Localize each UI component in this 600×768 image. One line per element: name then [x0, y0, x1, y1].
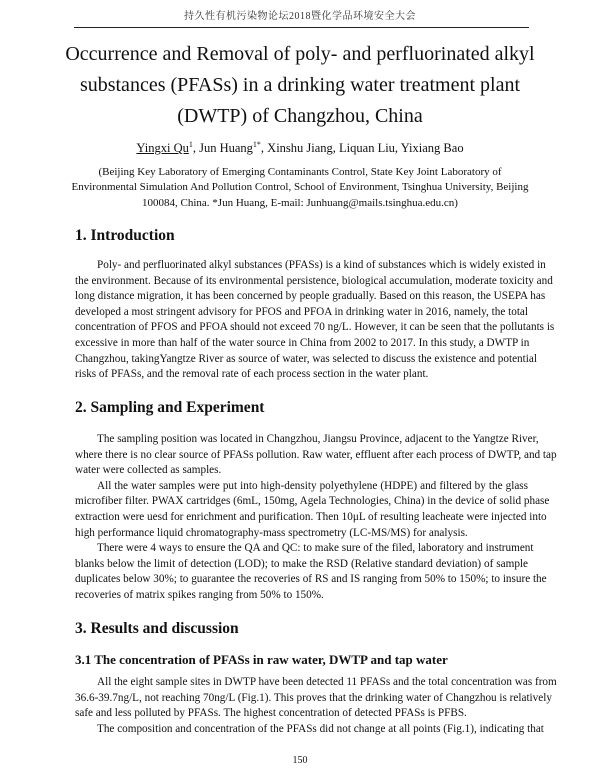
section-heading-results: 3. Results and discussion [75, 620, 239, 637]
author-rest: , Xinshu Jiang, Liquan Liu, Yixiang Bao [260, 141, 464, 155]
paragraph-line: excessive in more than half of the water source in China from 2002 to 2017. In this study, a DWTP in [75, 336, 530, 349]
section-heading-introduction: 1. Introduction [75, 227, 175, 244]
paragraph-line: microfiber filter. PWAX cartridges (6mL, 150mg, Agela Technologies, China) in the device of solid phase [75, 495, 550, 508]
affiliation-line: Environmental Simulation And Pollution Control, School of Environment, Tsinghua University, Beijing [71, 181, 529, 194]
paragraph-line: extraction were uesd for enrichment and purification. Then 10μL of resulting leacheate were injected into [75, 510, 547, 523]
affiliation [20, 165, 580, 211]
paragraph-line: There were 4 ways to ensure the QA and QC: to make sure of the filed, laboratory and instrument [97, 542, 534, 555]
intro-paragraph [75, 258, 555, 383]
paragraph-line: safe and less polluted by PFASs. The highest concentration of detected PFASs is PFBS. [75, 707, 467, 720]
paragraph-line: duplicates below 30%; to guarantee the recoveries of RS and IS ranging from 50% to 150%; to insure the [75, 573, 547, 586]
paper-title [10, 39, 590, 132]
affiliation-line: 100084, China. *Jun Huang, E-mail: Junhuang@mails.tsinghua.edu.cn) [142, 196, 458, 209]
paragraph-line: developed a most stringent advisory for PFOS and PFOA in drinking water in 2016, namely, the total [75, 305, 528, 318]
paragraph-line: All the water samples were put into high-density polyethylene (HDPE) and filtered by the glass [97, 479, 528, 492]
title-line: substances (PFASs) in a drinking water treatment plant [79, 74, 521, 96]
paragraph-line: recoveries of matrix spikes ranging from 50% to 150%. [75, 588, 324, 601]
results-paragraphs [75, 675, 557, 737]
subsection-heading: 3.1 The concentration of PFASs in raw water, DWTP and tap water [75, 652, 448, 667]
paragraph-line: Poly- and perfluorinated alkyl substances (PFASs) is a kind of substances which is widely existed in [97, 259, 546, 271]
page-number: 150 [292, 755, 308, 766]
paragraph-line: the environment. Because of its environmental persistence, biological accumulation, moderate toxicity and [75, 274, 553, 287]
paragraph-line: The composition and concentration of the PFASs did not change at all points (Fig.1), indicating that [97, 722, 544, 735]
paragraph-line: All the eight sample sites in DWTP have been detected 11 PFASs and the total concentration was from [97, 676, 557, 688]
author-first-sup: 1 [188, 139, 193, 149]
author-first: Yingxi Qu [136, 141, 189, 155]
header-rule [74, 27, 529, 28]
paragraph-line: 36.6-39.7ng/L, not reaching 70ng/L (Fig.1). This proves that the drinking water of Changzhou is relatively [75, 691, 552, 704]
paragraph-line: where there is no clear source of PFASs pollution. Raw water, effluent after each process of DWTP, and tap [75, 448, 557, 461]
paragraph-line: long distance migration, it has been concerned by people gradually. Based on this reason, the USEPA has [75, 290, 546, 303]
paragraph-line: water were collected as samples. [75, 464, 222, 477]
paragraph-line: high performance liquid chromatography-mass spectrometry (LC-MS/MS) for analysis. [75, 526, 468, 539]
affiliation-line: (Beijing Key Laboratory of Emerging Contaminants Control, State Key Joint Laboratory of [98, 166, 502, 178]
paragraph-line: concentration of PFOS and PFOA should not exceed 70 ng/L. However, it can be seen that the pollutants is [75, 321, 555, 334]
paragraph-line: The sampling position was located in Changzhou, Jiangsu Province, adjacent to the Yangtze River, [97, 433, 539, 445]
author-list [20, 139, 580, 157]
author-second: , Jun Huang [192, 141, 253, 155]
author-second-sup: 1* [252, 139, 261, 149]
title-line: Occurrence and Removal of poly- and perfluorinated alkyl [65, 43, 535, 65]
title-line: (DWTP) of Changzhou, China [177, 105, 423, 127]
section-heading-sampling: 2. Sampling and Experiment [75, 399, 265, 416]
paragraph-line: blanks below the limit of detection (LOD); to make the RSD (Relative standard deviation) of sample [75, 557, 528, 570]
sampling-paragraphs [75, 432, 557, 604]
paragraph-line: Changzhou, takingYangtze River as source of water, was selected to discuss the existence and potential [75, 352, 537, 365]
paragraph-line: risks of PFASs, and the removal rate of each process section in the water plant. [75, 368, 429, 381]
running-header: 持久性有机污染物论坛2018暨化学品环境安全大会 [184, 11, 416, 22]
